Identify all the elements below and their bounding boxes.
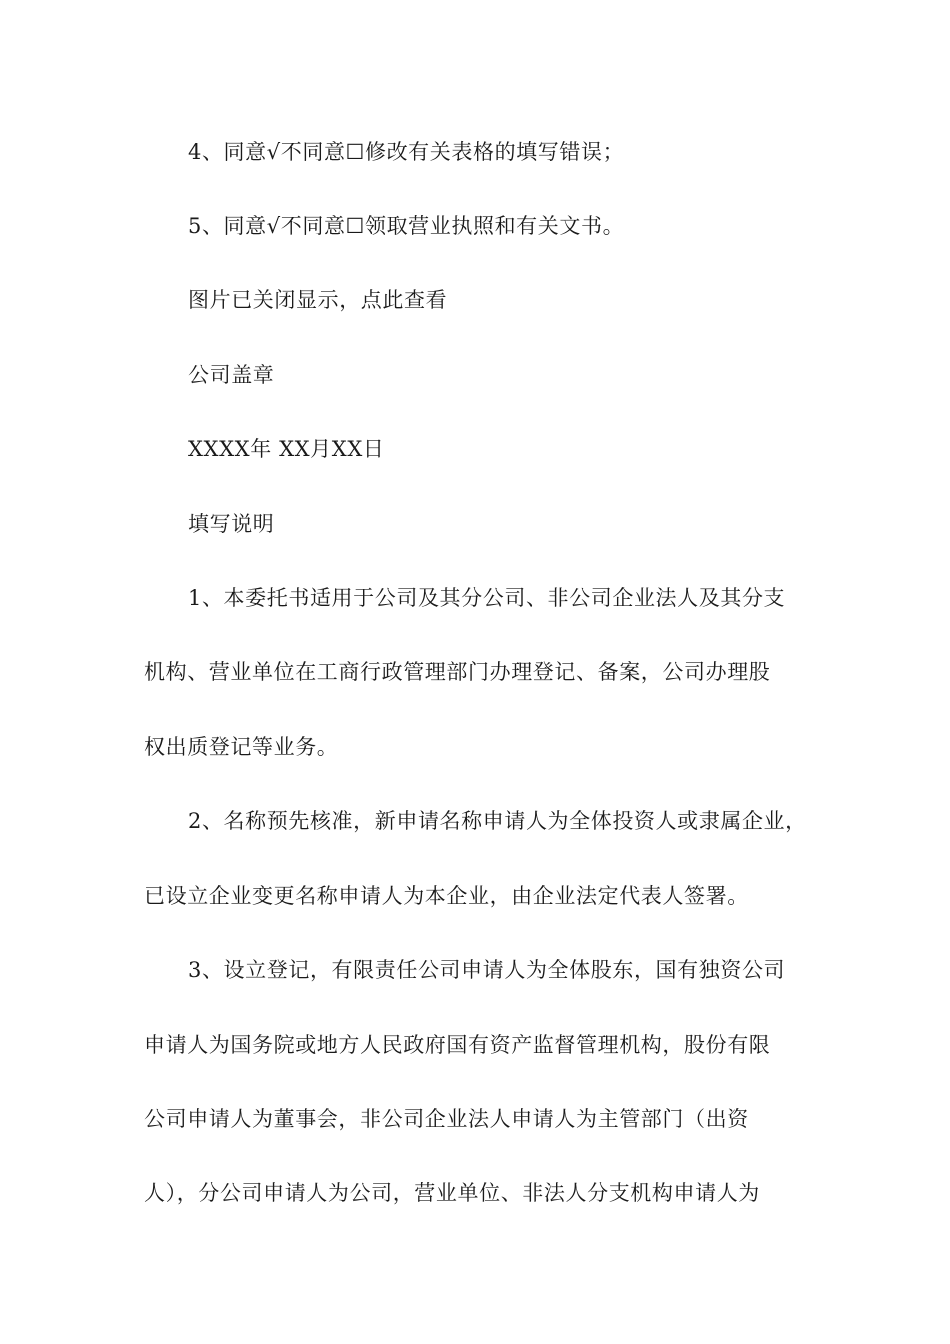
instruction-1-line-3: 权出质登记等业务。 <box>144 735 339 759</box>
consent-item-4: 4、同意√不同意☐修改有关表格的填写错误； <box>188 140 625 164</box>
consent-item-5: 5、同意√不同意☐领取营业执照和有关文书。 <box>188 214 625 238</box>
instruction-1-line-2: 机构、营业单位在工商行政管理部门办理登记、备案，公司办理股 <box>144 660 771 684</box>
instruction-1-line-1: 1、本委托书适用于公司及其分公司、非公司企业法人及其分支 <box>188 586 786 610</box>
instruction-2-line-1: 2、名称预先核准，新申请名称申请人为全体投资人或隶属企业， <box>188 809 807 833</box>
company-seal-label: 公司盖章 <box>188 363 275 387</box>
instruction-3-line-1: 3、设立登记，有限责任公司申请人为全体股东，国有独资公司 <box>188 958 786 982</box>
instruction-2-line-2: 已设立企业变更名称申请人为本企业，由企业法定代表人签署。 <box>144 884 749 908</box>
instruction-3-line-3: 公司申请人为董事会，非公司企业法人申请人为主管部门（出资 <box>144 1107 749 1131</box>
instruction-3-line-2: 申请人为国务院或地方人民政府国有资产监督管理机构，股份有限 <box>144 1033 771 1057</box>
date-line: XXXX年 XX月XX日 <box>188 437 385 461</box>
image-hidden-link[interactable]: 图片已关闭显示，点此查看 <box>188 288 448 312</box>
instructions-heading: 填写说明 <box>188 512 275 536</box>
instruction-3-line-4: 人），分公司申请人为公司，营业单位、非法人分支机构申请人为 <box>144 1181 760 1205</box>
